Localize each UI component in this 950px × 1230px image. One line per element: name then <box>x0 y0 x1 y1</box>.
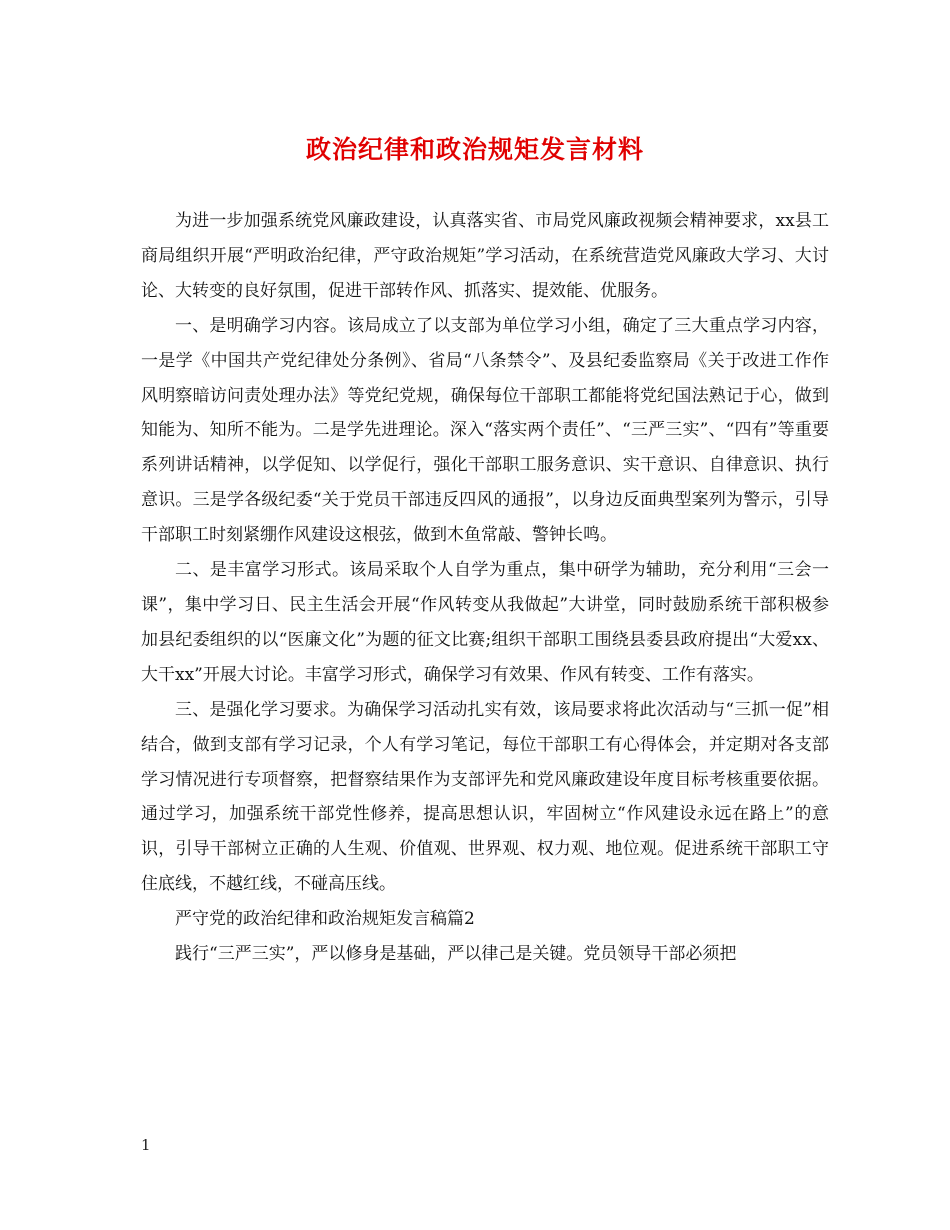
document-title: 政治纪律和政治规矩发言材料 <box>305 135 644 164</box>
paragraph-section-1: 一、是明确学习内容。该局成立了以支部为单位学习小组，确定了三大重点学习内容，一是学《中国共产党纪律处分条例》、省局“八条禁令”、及县纪委监察局《关于改进工作作风明察暗访问责处理办法》等党纪党规，确保每位干部职工都能将党纪国法熟记于心，做到知能为、知所不能为。二是学先进理论。深入“落实两个责任”、“三严三实”、“四有”等重要系列讲话精神，以学促知、以学促行，强化干部职工服务意识、实干意识、自律意识、执行意识。三是学各级纪委“关于党员干部违反四风的通报”，以身边反面典型案列为警示，引导干部职工时刻紧绷作风建设这根弦，做到木鱼常敲、警钟长鸣。 <box>141 315 829 546</box>
paragraph-article-2-start: 践行“三严三实”，严以修身是基础，严以律己是关键。党员领导干部必须把 <box>175 944 737 965</box>
document-body <box>141 204 829 972</box>
paragraph-intro: 为进一步加强系统党风廉政建设，认真落实省、市局党风廉政视频会精神要求，xx县工商局组织开展“严明政治纪律，严守政治规矩”学习活动，在系统营造党风廉政大学习、大讨论、大转变的良好氛围，促进干部转作风、抓落实、提效能、优服务。 <box>141 211 829 301</box>
subheading-article-2: 严守党的政治纪律和政治规矩发言稿篇2 <box>175 909 475 930</box>
page-number: 1 <box>141 1136 151 1154</box>
paragraph-section-2: 二、是丰富学习形式。该局采取个人自学为重点，集中研学为辅助，充分利用“三会一课”，集中学习日、民主生活会开展“作风转变从我做起”大讲堂，同时鼓励系统干部积极参加县纪委组织的以“医廉文化”为题的征文比赛;组织干部职工围绕县委县政府提出“大爱xx、大干xx”开展大讨论。丰富学习形式，确保学习有效果、作风有转变、工作有落实。 <box>141 560 829 685</box>
paragraph-section-3: 三、是强化学习要求。为确保学习活动扎实有效，该局要求将此次活动与“三抓一促”相结合，做到支部有学习记录，个人有学习笔记，每位干部职工有心得体会，并定期对各支部学习情况进行专项督察，把督察结果作为支部评先和党风廉政建设年度目标考核重要依据。通过学习，加强系统干部党性修养，提高思想认识，牢固树立“作风建设永远在路上”的意识，引导干部树立正确的人生观、价值观、世界观、权力观、地位观。促进系统干部职工守住底线，不越红线，不碰高压线。 <box>141 699 829 895</box>
